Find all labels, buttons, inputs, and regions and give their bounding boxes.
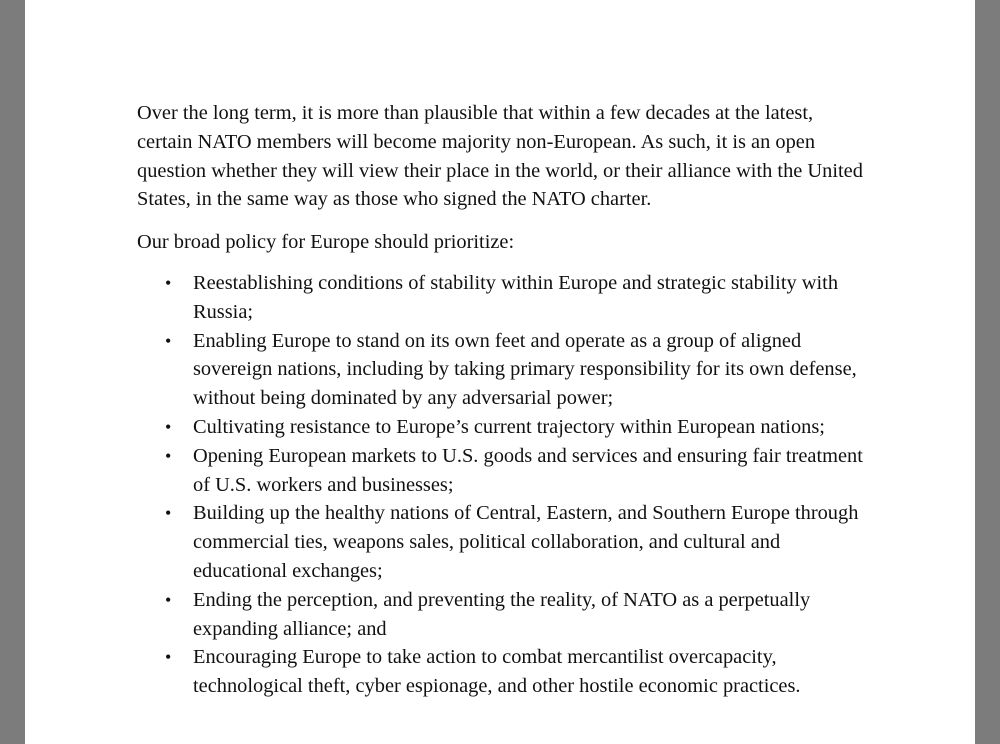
bullet-text: Encouraging Europe to take action to combat mercantilist overcapacity, technological theft, cyber espionage, and other hostile economic practices. — [193, 646, 801, 698]
bullet-dot-icon: • — [165, 272, 172, 293]
bullet-item — [137, 586, 873, 644]
bullet-text: Cultivating resistance to Europe’s current trajectory within European nations; — [193, 415, 825, 438]
bullet-item — [137, 327, 873, 413]
bullet-item — [137, 269, 873, 327]
bullet-text: Ending the perception, and preventing the reality, of NATO as a perpetually expanding alliance; and — [193, 588, 811, 640]
bullet-dot-icon: • — [165, 445, 172, 466]
bullet-dot-icon: • — [165, 416, 172, 437]
bullet-text: Building up the healthy nations of Central, Eastern, and Southern Europe through commercial ties, weapons sales, political collaboration, and cultural and educational exchanges; — [193, 502, 859, 582]
policy-bullet-list — [137, 269, 867, 701]
bullet-dot-icon: • — [165, 503, 172, 524]
document-page — [25, 0, 975, 744]
bullet-item — [137, 442, 873, 500]
bullet-dot-icon: • — [165, 647, 172, 668]
page-content — [137, 99, 867, 701]
bullet-text: Enabling Europe to stand on its own feet and operate as a group of aligned sovereign nations, including by taking primary responsibility for its own defense, without being dominated by any adversarial power; — [193, 329, 857, 410]
bullet-item — [137, 643, 873, 701]
bullet-item — [137, 413, 873, 442]
bullet-item — [137, 499, 873, 585]
paragraph-long-term: Over the long term, it is more than plausible that within a few decades at the latest, certain NATO members will become majority non-European. As such, it is an open question whether they will view their place in the world, or their alliance with the United States, in the same way as those who signed the NATO charter. — [137, 102, 863, 211]
bullet-text: Reestablishing conditions of stability within Europe and strategic stability with Russia; — [193, 271, 839, 323]
paragraph-policy-intro: Our broad policy for Europe should prioritize: — [137, 231, 515, 254]
bullet-dot-icon: • — [165, 589, 172, 610]
bullet-dot-icon: • — [165, 330, 172, 351]
bullet-text: Opening European markets to U.S. goods and services and ensuring fair treatment of U.S. workers and businesses; — [193, 444, 863, 496]
